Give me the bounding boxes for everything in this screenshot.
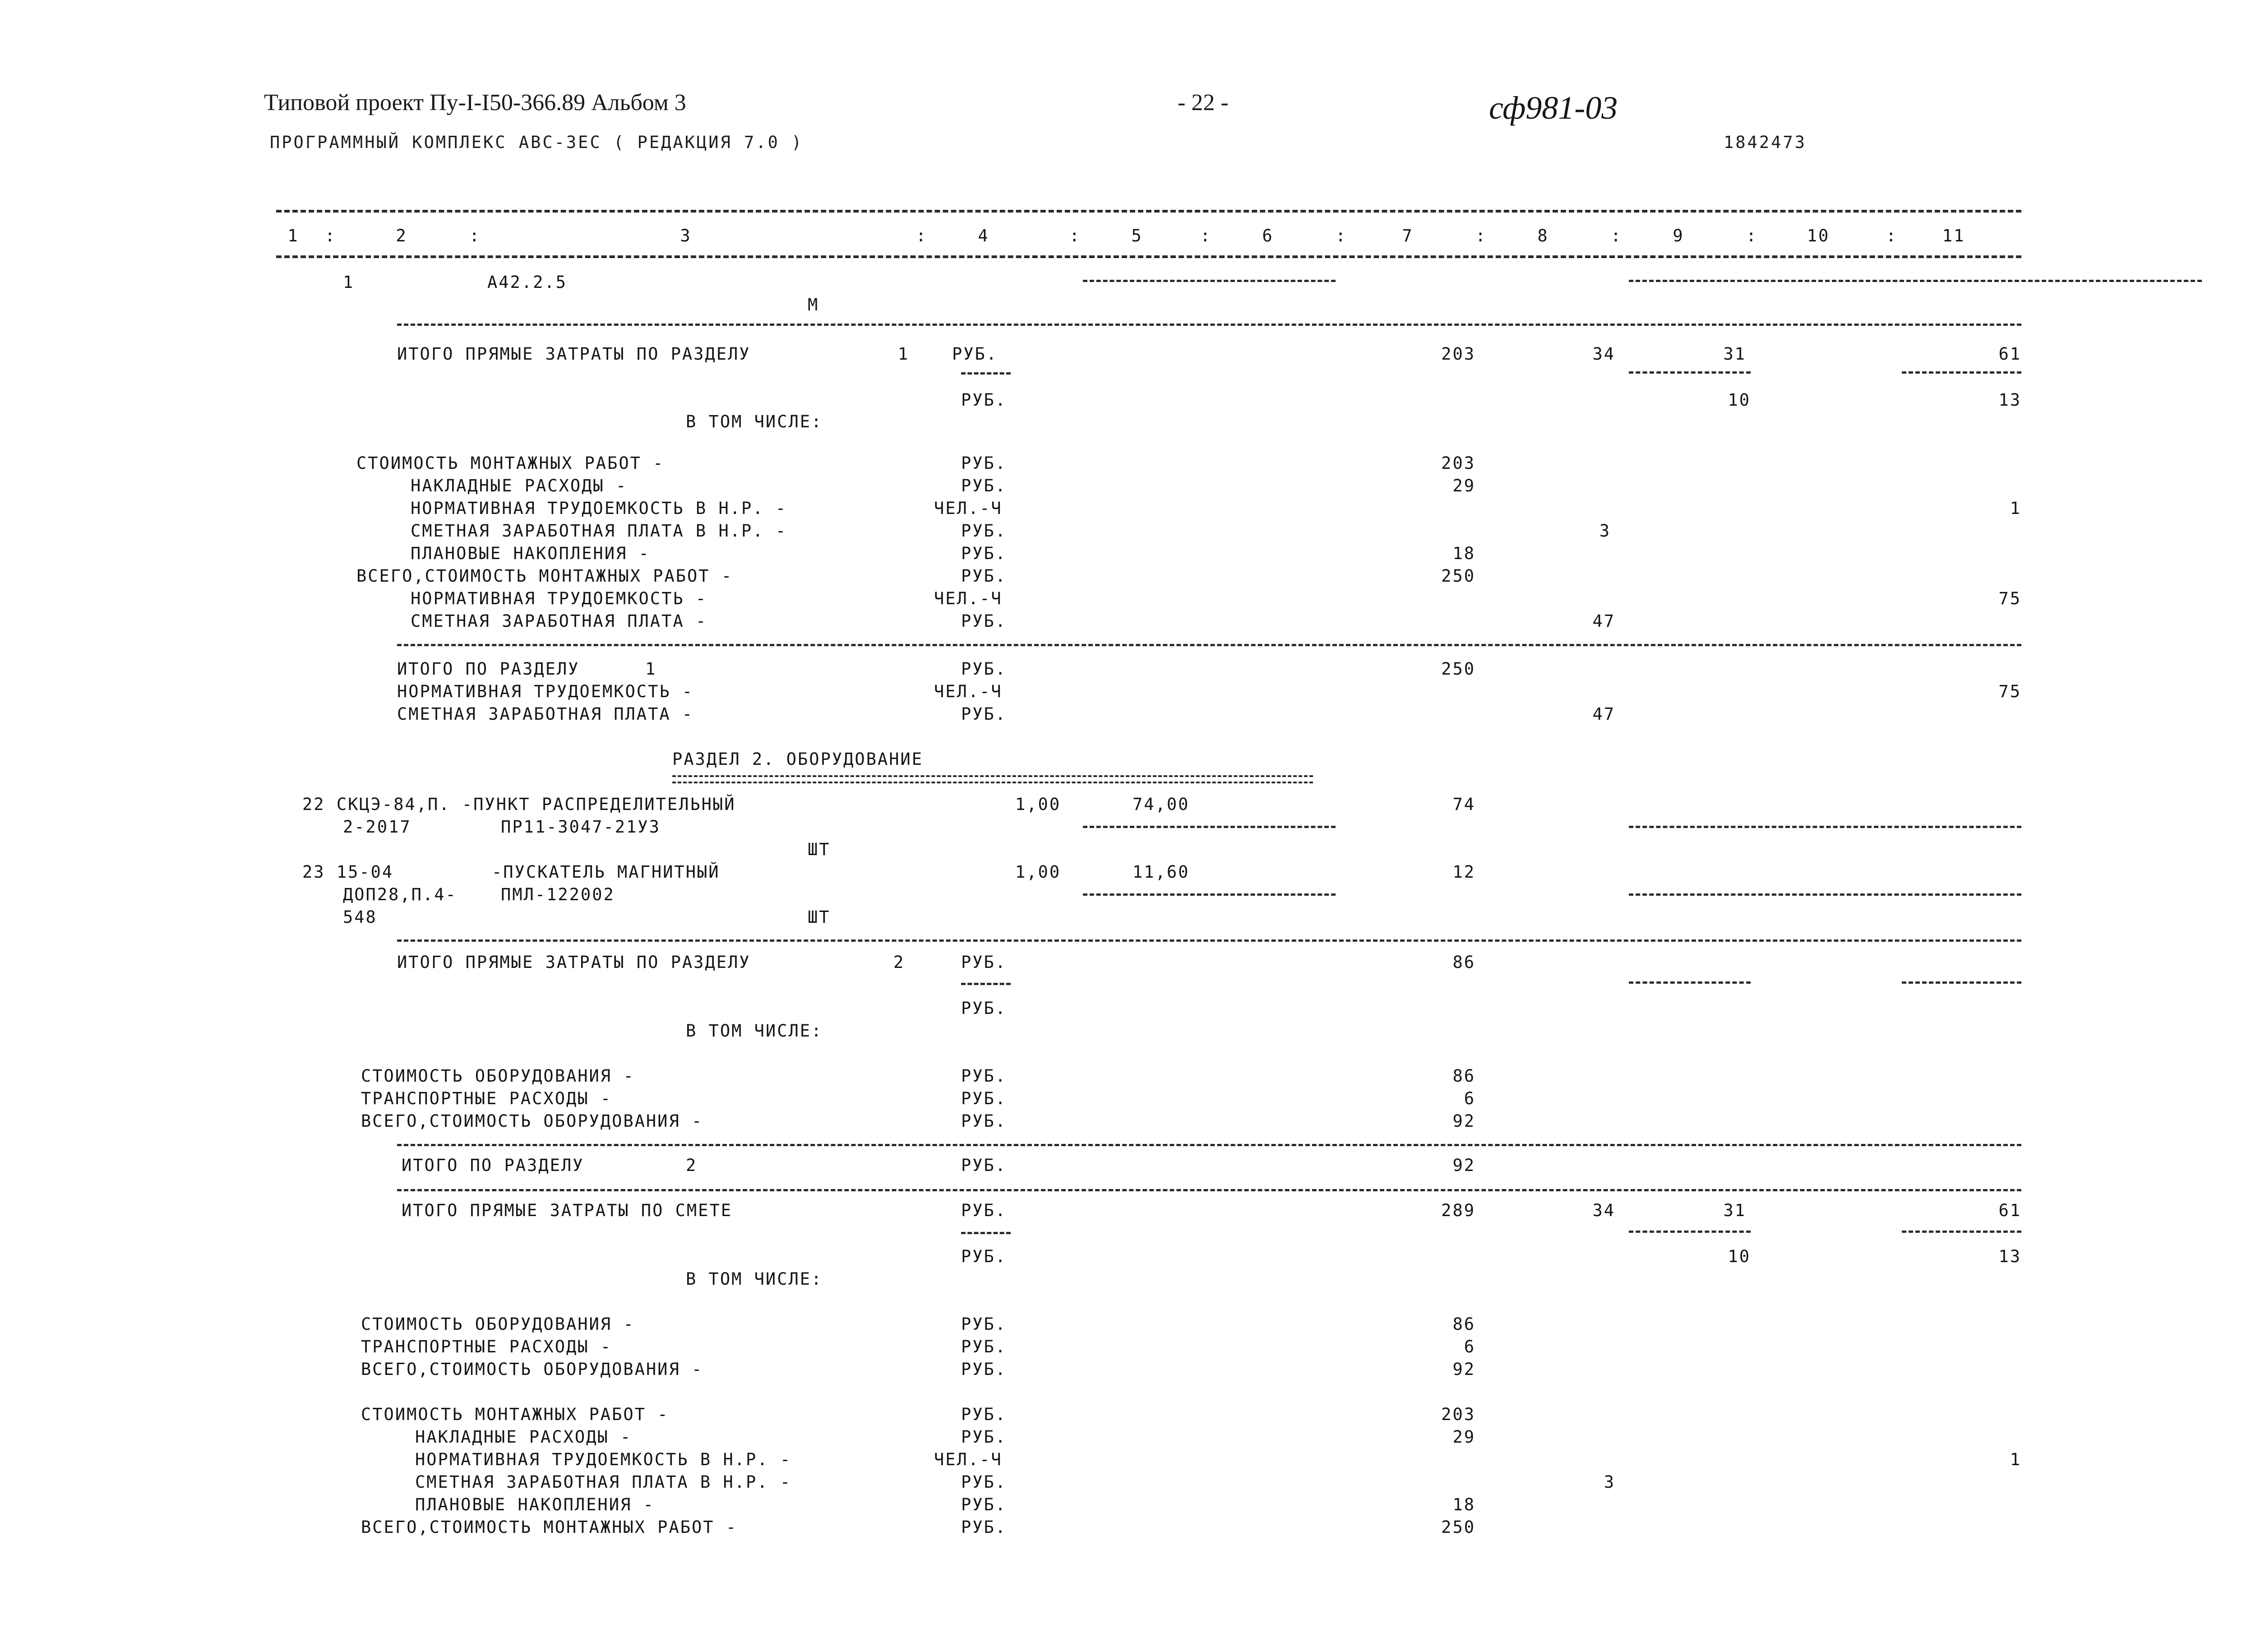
line-cell: В ТОМ ЧИСЛЕ: — [686, 1269, 823, 1289]
column-separator: : — [916, 226, 928, 245]
line-cell: 1,00 — [1015, 862, 1061, 882]
listing-line — [0, 411, 2256, 433]
listing-line — [0, 1245, 2256, 1268]
line-cell: 74 — [1452, 795, 1475, 814]
line-cell: М — [808, 295, 819, 315]
line-cell: 1 — [2010, 1450, 2021, 1469]
line-cell: РУБ. — [961, 999, 1007, 1018]
line-cell: 2-2017 — [343, 817, 411, 837]
line-cell: ТРАНСПОРТНЫЕ РАСХОДЫ - — [361, 1089, 612, 1108]
listing-line — [0, 816, 2256, 838]
listing-line — [0, 475, 2256, 497]
line-cell: РУБ. — [961, 1111, 1007, 1131]
listing-line — [0, 906, 2256, 929]
line-cell: 29 — [1452, 476, 1475, 495]
column-number: 10 — [1807, 226, 1830, 245]
listing-line — [0, 1516, 2256, 1539]
column-number: 9 — [1673, 226, 1684, 245]
line-cell: НОРМАТИВНАЯ ТРУДОЕМКОСТЬ - — [397, 682, 694, 701]
line-cell: 3 — [1604, 1472, 1615, 1492]
value-dashes — [1629, 371, 1751, 374]
line-cell: ТРАНСПОРТНЫЕ РАСХОДЫ - — [361, 1337, 612, 1356]
line-cell: 250 — [1441, 1518, 1475, 1537]
line-cell: 203 — [1441, 344, 1475, 364]
line-cell: ЧЕЛ.-Ч — [934, 682, 1003, 701]
line-cell: ПЛАНОВЫЕ НАКОПЛЕНИЯ - — [411, 544, 650, 563]
line-cell: 29 — [1452, 1427, 1475, 1447]
value-dashes — [1629, 981, 1751, 984]
line-cell: РУБ. — [961, 1156, 1007, 1175]
line-cell: РУБ. — [961, 1089, 1007, 1108]
line-cell: 10 — [1728, 1247, 1751, 1266]
line-cell: НОРМАТИВНАЯ ТРУДОЕМКОСТЬ В Н.Р. - — [415, 1450, 792, 1469]
line-cell: 10 — [1728, 390, 1751, 410]
line-cell: -ПУСКАТЕЛЬ МАГНИТНЫЙ — [492, 862, 720, 882]
line-cell: 1 — [343, 273, 355, 292]
line-cell: 75 — [1998, 682, 2021, 701]
line-cell: ВСЕГО,СТОИМОСТЬ ОБОРУДОВАНИЯ - — [361, 1360, 703, 1379]
listing-line — [0, 1494, 2256, 1516]
line-cell: 86 — [1452, 953, 1475, 972]
line-cell: СТОИМОСТЬ МОНТАЖНЫХ РАБОТ - — [361, 1405, 669, 1424]
column-number: 7 — [1402, 226, 1414, 245]
unit-dashes — [961, 372, 1011, 375]
line-cell: ИТОГО ПРЯМЫЕ ЗАТРАТЫ ПО РАЗДЕЛУ — [397, 344, 751, 364]
line-cell: 18 — [1452, 544, 1475, 563]
line-cell: В ТОМ ЧИСЛЕ: — [686, 1021, 823, 1041]
line-cell: 12 — [1452, 862, 1475, 882]
line-cell: РУБ. — [961, 1495, 1007, 1514]
line-cell: СМЕТНАЯ ЗАРАБОТНАЯ ПЛАТА - — [411, 611, 707, 631]
line-cell: 86 — [1452, 1066, 1475, 1086]
line-cell: 6 — [1464, 1089, 1475, 1108]
listing-line — [0, 1154, 2256, 1177]
line-cell: РУБ. — [961, 1066, 1007, 1086]
line-cell: РУБ. — [961, 659, 1007, 679]
section-rule — [397, 1144, 2021, 1146]
line-cell: СМЕТНАЯ ЗАРАБОТНАЯ ПЛАТА В Н.Р. - — [415, 1472, 792, 1492]
line-cell: ЧЕЛ.-Ч — [934, 589, 1003, 608]
line-cell: 1 — [2010, 499, 2021, 518]
section-rule — [397, 1189, 2021, 1191]
table-header-rule — [276, 255, 2021, 258]
line-cell: РУБ. — [961, 521, 1007, 541]
line-cell: 2 — [686, 1156, 698, 1175]
line-cell: РУБ. — [961, 1201, 1007, 1220]
line-cell: 23 15-04 — [302, 862, 394, 882]
column-separator: : — [1886, 226, 1898, 245]
line-cell: 1 — [898, 344, 910, 364]
line-cell: ВСЕГО,СТОИМОСТЬ МОНТАЖНЫХ РАБОТ - — [356, 566, 733, 586]
line-cell: 289 — [1441, 1201, 1475, 1220]
column-separator: : — [1611, 226, 1623, 245]
line-cell: 1 — [645, 659, 657, 679]
listing-line — [0, 389, 2256, 412]
line-cell: ДОП28,П.4- — [343, 885, 457, 904]
listing-line — [0, 838, 2256, 861]
document-number: 1842473 — [1724, 133, 1807, 152]
project-title: Типовой проект Пу-I-I50-366.89 Альбом 3 — [264, 90, 686, 116]
line-cell: 74,00 — [1133, 795, 1190, 814]
document-code: сф981-03 — [1489, 90, 1618, 126]
line-cell: 250 — [1441, 659, 1475, 679]
listing-line — [0, 542, 2256, 565]
listing-line — [0, 1426, 2256, 1448]
line-cell: РУБ. — [961, 453, 1007, 473]
value-dashes — [1902, 981, 2021, 984]
line-cell: НАКЛАДНЫЕ РАСХОДЫ - — [415, 1427, 632, 1447]
column-number-row — [0, 225, 2256, 247]
line-cell: 11,60 — [1133, 862, 1190, 882]
column-separator: : — [1336, 226, 1347, 245]
line-cell: СМЕТНАЯ ЗАРАБОТНАЯ ПЛАТА - — [397, 704, 694, 724]
column-separator: : — [1746, 226, 1758, 245]
line-cell: 203 — [1441, 453, 1475, 473]
line-cell: 250 — [1441, 566, 1475, 586]
line-cell: РУБ. — [961, 390, 1007, 410]
line-cell: РУБ. — [961, 1405, 1007, 1424]
line-cell: 61 — [1998, 344, 2021, 364]
line-cell: ПМЛ-122002 — [501, 885, 615, 904]
listing-line — [0, 610, 2256, 633]
line-cell: СТОИМОСТЬ ОБОРУДОВАНИЯ - — [361, 1314, 635, 1334]
value-dashes — [1629, 1231, 1751, 1233]
listing-line — [0, 1268, 2256, 1291]
listing-line — [0, 1199, 2256, 1222]
line-cell: 13 — [1998, 390, 2021, 410]
line-cell: РУБ. — [961, 544, 1007, 563]
line-cell: РУБ. — [961, 1360, 1007, 1379]
listing-line — [0, 565, 2256, 588]
column-separator: : — [325, 226, 337, 245]
column-number: 4 — [978, 226, 989, 245]
line-cell: В ТОМ ЧИСЛЕ: — [686, 412, 823, 431]
line-cell: 31 — [1723, 344, 1746, 364]
line-cell: 13 — [1998, 1247, 2021, 1266]
line-cell: ИТОГО ПРЯМЫЕ ЗАТРАТЫ ПО СМЕТЕ — [402, 1201, 733, 1220]
line-cell: НОРМАТИВНАЯ ТРУДОЕМКОСТЬ В Н.Р. - — [411, 499, 787, 518]
listing-line — [0, 1020, 2256, 1042]
value-dashes — [1902, 371, 2021, 374]
listing-line — [0, 271, 2256, 294]
column-number: 2 — [396, 226, 407, 245]
listing-line — [0, 793, 2256, 816]
item-rule — [397, 324, 2021, 326]
table-top-rule — [276, 210, 2021, 213]
column-separator: : — [1200, 226, 1212, 245]
line-cell: 548 — [343, 907, 377, 927]
listing-line — [0, 1065, 2256, 1087]
line-cell: 61 — [1998, 1201, 2021, 1220]
column-separator: : — [1475, 226, 1487, 245]
listing-line — [0, 658, 2256, 680]
line-cell: НОРМАТИВНАЯ ТРУДОЕМКОСТЬ - — [411, 589, 707, 608]
line-cell: ПР11-3047-21У3 — [501, 817, 661, 837]
listing-line — [0, 1313, 2256, 1336]
column-number: 1 — [287, 226, 299, 245]
listing-line — [0, 680, 2256, 703]
listing-line — [0, 294, 2256, 316]
line-cell: 47 — [1592, 704, 1615, 724]
listing-line — [0, 1336, 2256, 1358]
column-number: 5 — [1131, 226, 1143, 245]
column-number: 11 — [1942, 226, 1965, 245]
line-cell: РУБ. — [961, 704, 1007, 724]
listing-line — [0, 1403, 2256, 1426]
listing-line — [0, 452, 2256, 475]
line-cell: 75 — [1998, 589, 2021, 608]
line-cell: СТОИМОСТЬ ОБОРУДОВАНИЯ - — [361, 1066, 635, 1086]
page-number: - 22 - — [1178, 90, 1229, 116]
line-cell: 31 — [1723, 1201, 1746, 1220]
line-cell: 34 — [1592, 344, 1615, 364]
unit-dashes — [961, 1232, 1011, 1234]
listing-line — [0, 703, 2256, 726]
listing-line — [0, 1110, 2256, 1133]
column-number: 3 — [680, 226, 692, 245]
line-cell: РУБ. — [961, 611, 1007, 631]
listing-line — [0, 748, 2256, 771]
listing-line — [0, 588, 2256, 610]
line-cell: НАКЛАДНЫЕ РАСХОДЫ - — [411, 476, 628, 495]
section-rule — [397, 644, 2021, 646]
line-cell: 18 — [1452, 1495, 1475, 1514]
column-number: 6 — [1262, 226, 1274, 245]
line-cell: ПЛАНОВЫЕ НАКОПЛЕНИЯ - — [415, 1495, 655, 1514]
line-cell: 47 — [1592, 611, 1615, 631]
program-line: ПРОГРАММНЫЙ КОМПЛЕКС АВС-3ЕС ( РЕДАКЦИЯ 7.0 ) — [270, 133, 804, 152]
line-cell: 92 — [1452, 1156, 1475, 1175]
line-cell: 203 — [1441, 1405, 1475, 1424]
listing-line — [0, 520, 2256, 542]
line-cell: РУБ. — [961, 953, 1007, 972]
line-cell: СТОИМОСТЬ МОНТАЖНЫХ РАБОТ - — [356, 453, 665, 473]
listing-line — [0, 1471, 2256, 1494]
item-rule — [397, 939, 2021, 942]
listing-line — [0, 497, 2256, 520]
line-cell: А42.2.5 — [487, 273, 567, 292]
line-cell: 6 — [1464, 1337, 1475, 1356]
line-cell: ЧЕЛ.-Ч — [934, 1450, 1003, 1469]
listing-line — [0, 1087, 2256, 1110]
line-cell: РУБ. — [961, 1337, 1007, 1356]
line-cell: ИТОГО ПРЯМЫЕ ЗАТРАТЫ ПО РАЗДЕЛУ — [397, 953, 751, 972]
line-cell: 3 — [1599, 521, 1611, 541]
line-cell: ВСЕГО,СТОИМОСТЬ ОБОРУДОВАНИЯ - — [361, 1111, 703, 1131]
line-cell: ИТОГО ПО РАЗДЕЛУ — [402, 1156, 584, 1175]
line-cell: 1,00 — [1015, 795, 1061, 814]
line-cell: 92 — [1452, 1360, 1475, 1379]
line-cell: 34 — [1592, 1201, 1615, 1220]
line-cell: РАЗДЕЛ 2. ОБОРУДОВАНИЕ — [672, 750, 924, 769]
value-dashes — [1902, 1231, 2021, 1233]
column-separator: : — [1069, 226, 1081, 245]
line-cell: РУБ. — [961, 1472, 1007, 1492]
line-cell: РУБ. — [961, 1518, 1007, 1537]
line-cell: ШТ — [808, 840, 831, 859]
line-cell: 22 СКЦЭ-84,П. -ПУНКТ РАСПРЕДЕЛИТЕЛЬНЫЙ — [302, 795, 736, 814]
listing-line — [0, 1448, 2256, 1471]
line-cell: РУБ. — [961, 1247, 1007, 1266]
line-cell: ИТОГО ПО РАЗДЕЛУ — [397, 659, 580, 679]
listing-line — [0, 343, 2256, 366]
line-cell: РУБ. — [952, 344, 998, 364]
line-cell: СМЕТНАЯ ЗАРАБОТНАЯ ПЛАТА В Н.Р. - — [411, 521, 787, 541]
listing-line — [0, 884, 2256, 906]
listing-line — [0, 997, 2256, 1020]
line-cell: РУБ. — [961, 1427, 1007, 1447]
listing-line — [0, 951, 2256, 974]
listing-line — [0, 861, 2256, 884]
line-cell: ЧЕЛ.-Ч — [934, 499, 1003, 518]
line-cell: 92 — [1452, 1111, 1475, 1131]
line-cell: РУБ. — [961, 566, 1007, 586]
line-cell: ШТ — [808, 907, 831, 927]
line-cell: ВСЕГО,СТОИМОСТЬ МОНТАЖНЫХ РАБОТ - — [361, 1518, 738, 1537]
unit-dashes — [961, 983, 1011, 985]
line-cell: РУБ. — [961, 476, 1007, 495]
section-heading-underline — [672, 775, 1313, 783]
column-number: 8 — [1537, 226, 1549, 245]
listing-line — [0, 1358, 2256, 1381]
line-cell: 86 — [1452, 1314, 1475, 1334]
line-cell: 2 — [893, 953, 905, 972]
column-separator: : — [469, 226, 481, 245]
line-cell: РУБ. — [961, 1314, 1007, 1334]
